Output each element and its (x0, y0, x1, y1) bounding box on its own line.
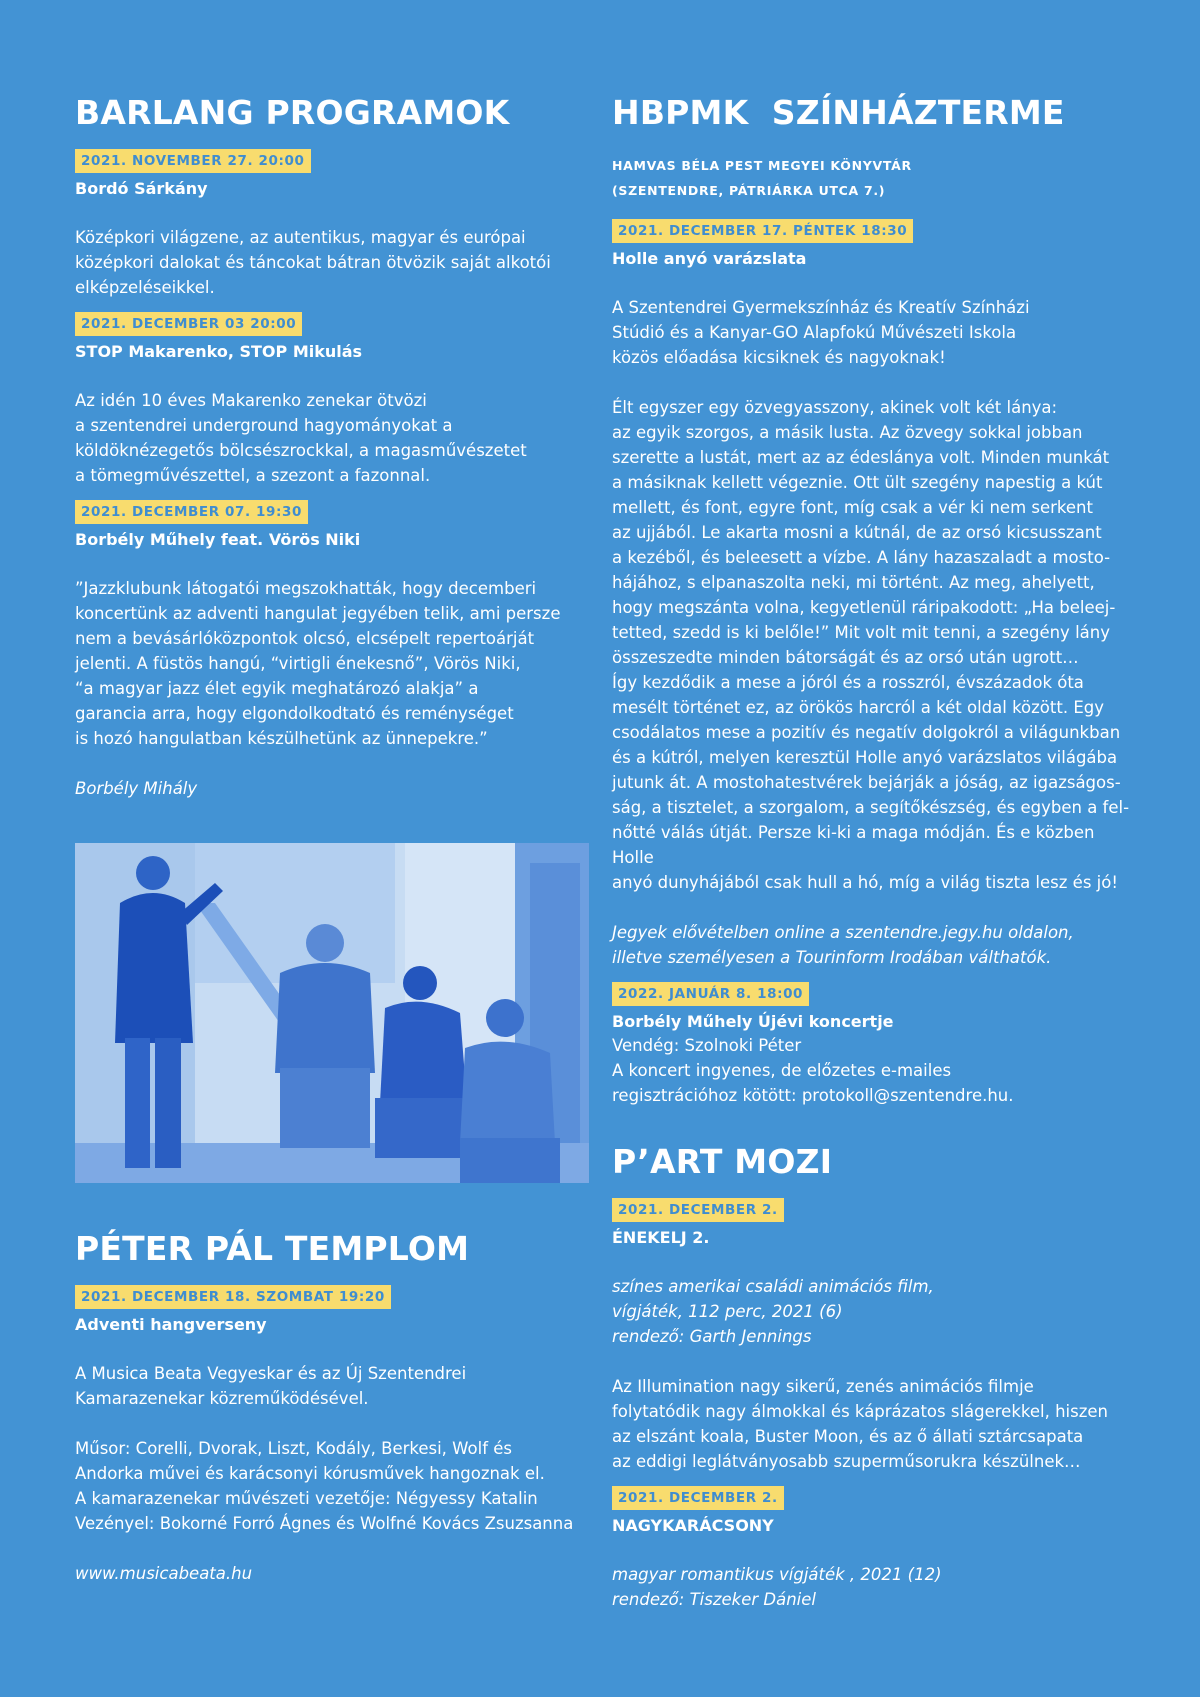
event-description: ”Jazzklubunk látogatói megszokhatták, hogy decemberi koncertünk az adventi hangulat jegyében telik, ami persze nem a bevásárlóközpontok olcsó, elcsépelt repertoárját jelenti. A füstös hangú, “virtigli énekesnő”, Vörös Niki, “a magyar jazz élet egyik meghatározó alakja” a garancia arra, hogy elgondolkodtató és reménységet is hozó hangulatban készülhetünk az ünnepekre.” (75, 579, 561, 748)
event-date-badge: 2021. DECEMBER 07. 19:30 (75, 500, 308, 524)
event-title: STOP Makarenko, STOP Mikulás (75, 342, 363, 361)
band-photo-illustration (75, 843, 589, 1183)
event-story: Élt egyszer egy özvegyasszony, akinek volt két lánya: az egyik szorgos, a másik lusta. Az özvegy sokkal jobban szerette a lustát, mert az az édeslánya volt. Minden munkát a másiknak kellett végeznie. Ott ült szegény napestig a kút mellett, és font, egyre font, míg csak a vér ki nem serkent az ujjából. Le akarta mosni a kútnál, de az orsó kicsusszant a kezéből, és beleesett a vízbe. A lány hazaszaladt a mosto- hájához, s elpanaszolta neki, mi történt. Az meg, ahelyett, hogy megszánta volna, kegyetlenül ráripakodott: „Ha beleej- tetted, szedd is ki belőle!” Mit volt mit tenni, a szegény lány összeszedte minden bátorságát és az orsó után ugrott… Így kezdődik a mese a jóról és a rosszról, évszázadok óta mesélt történet ez, az örökös harcról a két oldal között. Egy csodálatos mese a pozitív és negatív dolgokról a világunkban és a kútról, melyen keresztül Holle anyó varázslatos világába jutunk át. A mostohatestvérek bejárják a jóság, az igazságos- ság, a tisztelet, a szorgalom, a segítőkészség, és egyben a fel- nőtté válás útját. Persze ki-ki a maga módján. És e közben Holle anyó dunyhájából csak hull a hó, míg a világ tiszta lesz és jó! (612, 398, 1130, 892)
peterpal-section (75, 1229, 595, 1586)
website-link[interactable]: www.musicabeata.hu (75, 1564, 253, 1583)
event-title: Adventi hangverseny (75, 1315, 267, 1334)
barlang-heading: BARLANG PROGRAMOK (75, 93, 510, 132)
event-description: A Musica Beata Vegyeskar és az Új Szentendrei Kamarazenekar közreműködésével. (75, 1364, 467, 1408)
event-date-badge: 2022. JANUÁR 8. 18:00 (612, 982, 809, 1006)
event-date-badge: 2021. DECEMBER 2. (612, 1486, 784, 1510)
partmozi-heading: P’ART MOZI (612, 1142, 833, 1181)
film-1 (612, 1198, 1132, 1474)
event-description: Vendég: Szolnoki Péter A koncert ingyenes, de előzetes e-mailes regisztrációhoz kötött: protokoll@szentendre.hu. (612, 1036, 1014, 1105)
event-description: A Szentendrei Gyermekszínház és Kreatív Színházi Stúdió és a Kanyar-GO Alapfokú Művészeti Iskola közös előadása kicsiknek és nagyoknak! (612, 298, 1030, 367)
partmozi-section (612, 1142, 1132, 1612)
barlang-event-3 (75, 500, 595, 801)
event-program: Műsor: Corelli, Dvorak, Liszt, Kodály, Berkesi, Wolf és Andorka művei és karácsonyi kórusművek hangoznak el. A kamarazenekar művészeti vezetője: Négyessy Katalin Vezényel: Bokorné Forró Ágnes és Wolfné Kovács Zsuzsanna (75, 1439, 574, 1533)
quote-author: Borbély Mihály (75, 779, 198, 798)
film-2 (612, 1486, 1132, 1612)
event-title: Borbély Műhely Újévi koncertje (612, 1012, 894, 1031)
event-date-badge: 2021. DECEMBER 18. SZOMBAT 19:20 (75, 1285, 391, 1309)
event-title: Bordó Sárkány (75, 179, 208, 198)
hbpmk-event-1 (612, 219, 1132, 970)
event-date-badge: 2021. DECEMBER 03 20:00 (75, 312, 302, 336)
event-description: Középkori világzene, az autentikus, magyar és európai középkori dalokat és táncokat bátran ötvözik saját alkotói elképzeléseikkel. (75, 228, 551, 297)
ticket-info: Jegyek elővételben online a szentendre.jegy.hu oldalon, illetve személyesen a Tourinform Irodában válthatók. (612, 923, 1074, 967)
barlang-event-1 (75, 149, 595, 300)
peterpal-heading: PÉTER PÁL TEMPLOM (75, 1229, 470, 1268)
hbpmk-heading: HBPMK SZÍNHÁZTERME (612, 93, 1065, 132)
film-title: NAGYKARÁCSONY (612, 1516, 774, 1535)
right-column (612, 93, 1132, 1612)
event-date-badge: 2021. NOVEMBER 27. 20:00 (75, 149, 311, 173)
film-description: Az Illumination nagy sikerű, zenés animációs filmje folytatódik nagy álmokkal és káprázatos slágerekkel, hiszen az elszánt koala, Buster Moon, és az ő állati sztárcsapata az eddigi leglátványosabb szuperműsorukra készülnek… (612, 1377, 1108, 1471)
hbpmk-event-2 (612, 982, 1132, 1108)
barlang-event-2 (75, 312, 595, 488)
event-title: Holle anyó varázslata (612, 249, 807, 268)
event-title: Borbély Műhely feat. Vörös Niki (75, 530, 361, 549)
film-info: magyar romantikus vígjáték , 2021 (12) rendező: Tiszeker Dániel (612, 1565, 942, 1609)
event-description: Az idén 10 éves Makarenko zenekar ötvözi a szentendrei underground hagyományokat a köldöknézegetős bölcsészrockkal, a magasművészetet a tömegművészettel, a szezont a fazonnal. (75, 391, 527, 485)
venue-subtitle: HAMVAS BÉLA PEST MEGYEI KÖNYVTÁR (SZENTENDRE, PÁTRIÁRKA UTCA 7.) (612, 158, 912, 198)
band-photo (75, 843, 589, 1183)
event-date-badge: 2021. DECEMBER 17. PÉNTEK 18:30 (612, 219, 913, 243)
film-title: ÉNEKELJ 2. (612, 1228, 710, 1247)
left-column (75, 93, 595, 1586)
film-info: színes amerikai családi animációs film, vígjáték, 112 perc, 2021 (6) rendező: Garth Jennings (612, 1277, 934, 1346)
event-date-badge: 2021. DECEMBER 2. (612, 1198, 784, 1222)
